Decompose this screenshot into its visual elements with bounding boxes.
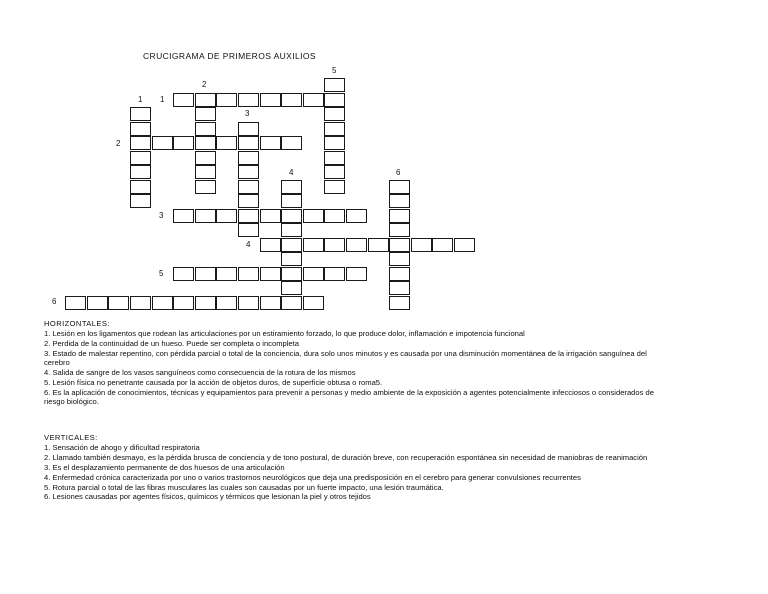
- crossword-cell[interactable]: [173, 296, 194, 310]
- crossword-cell[interactable]: [281, 296, 302, 310]
- crossword-cell[interactable]: [130, 151, 151, 165]
- crossword-cell[interactable]: [324, 165, 345, 179]
- crossword-cell[interactable]: [238, 209, 259, 223]
- clue-v6: 6. Lesiones causadas por agentes físicos, químicos y térmicos que lesionan la piel y otros tejidos: [44, 492, 371, 502]
- crossword-cell[interactable]: [238, 122, 259, 136]
- crossword-cell[interactable]: [173, 136, 194, 150]
- crossword-cell[interactable]: [324, 267, 345, 281]
- crossword-cell[interactable]: [389, 238, 410, 252]
- crossword-cell[interactable]: [238, 136, 259, 150]
- crossword-cell[interactable]: [346, 267, 367, 281]
- crossword-cell[interactable]: [389, 209, 410, 223]
- crossword-cell[interactable]: [195, 93, 216, 107]
- crossword-cell[interactable]: [130, 194, 151, 208]
- crossword-cell[interactable]: [324, 238, 345, 252]
- clue-number-h1: 1: [160, 95, 165, 104]
- clue-h2: 2. Perdida de la continuidad de un hueso. Puede ser completa o incompleta: [44, 339, 299, 349]
- crossword-cell[interactable]: [195, 165, 216, 179]
- crossword-cell[interactable]: [216, 267, 237, 281]
- clue-h4: 4. Salida de sangre de los vasos sanguíneos como consecuencia de la rotura de los mismos: [44, 368, 356, 378]
- crossword-cell[interactable]: [324, 122, 345, 136]
- crossword-cell[interactable]: [389, 223, 410, 237]
- crossword-cell[interactable]: [260, 238, 281, 252]
- clue-number-v4: 4: [289, 168, 294, 177]
- crossword-cell[interactable]: [238, 180, 259, 194]
- crossword-cell[interactable]: [216, 136, 237, 150]
- crossword-cell[interactable]: [303, 238, 324, 252]
- crossword-cell[interactable]: [303, 267, 324, 281]
- crossword-cell[interactable]: [260, 136, 281, 150]
- clue-number-v3: 3: [245, 109, 250, 118]
- crossword-cell[interactable]: [324, 209, 345, 223]
- crossword-cell[interactable]: [324, 180, 345, 194]
- crossword-cell[interactable]: [303, 209, 324, 223]
- crossword-cell[interactable]: [195, 209, 216, 223]
- clue-v4: 4. Enfermedad crónica caracterizada por uno o varios trastornos neurológicos que deja una predisposición en el cerebro para generar convulsiones recurrentes: [44, 472, 581, 482]
- crossword-cell[interactable]: [195, 107, 216, 121]
- clues-verticales: [44, 433, 664, 502]
- crossword-cell[interactable]: [87, 296, 108, 310]
- crossword-cell[interactable]: [281, 252, 302, 266]
- crossword-cell[interactable]: [454, 238, 475, 252]
- crossword-cell[interactable]: [324, 93, 345, 107]
- crossword-cell[interactable]: [281, 209, 302, 223]
- clue-number-v2: 2: [202, 80, 207, 89]
- crossword-cell[interactable]: [411, 238, 432, 252]
- crossword-cell[interactable]: [195, 180, 216, 194]
- crossword-cell[interactable]: [152, 136, 173, 150]
- crossword-cell[interactable]: [346, 238, 367, 252]
- crossword-cell[interactable]: [281, 180, 302, 194]
- crossword-cell[interactable]: [238, 93, 259, 107]
- clue-h1: 1. Lesión en los ligamentos que rodean las articulaciones por un estiramiento forzado, lo que produce dolor, inflamación e impotencia funcional: [44, 329, 525, 339]
- crossword-cell[interactable]: [389, 252, 410, 266]
- crossword-cell[interactable]: [173, 93, 194, 107]
- crossword-cell[interactable]: [108, 296, 129, 310]
- crossword-cell[interactable]: [432, 238, 453, 252]
- clue-h5: 5. Lesión física no penetrante causada por la acción de objetos duros, de superficie obtusa o roma5.: [44, 378, 383, 387]
- clue-h3: 3. Estado de malestar repentino, con pérdida parcial o total de la conciencia, dura solo unos minutos y es causada por una disminución momentánea de la irrigación sanguínea del cerebro: [44, 349, 647, 368]
- crossword-cell[interactable]: [368, 238, 389, 252]
- crossword-cell[interactable]: [324, 78, 345, 92]
- clues-horizontales: [44, 319, 664, 407]
- clue-v5: 5. Rotura parcial o total de las fibras musculares las cuales son causadas por un fuerte impacto, una lesión traumática.: [44, 482, 444, 492]
- crossword-cell[interactable]: [260, 93, 281, 107]
- clue-h6: 6. Es la aplicación de conocimientos, técnicas y equipamientos para prevenir a personas y medio ambiente de la exposición a agentes potencialmente infecciosos o considerados de riesgo biológico.: [44, 387, 654, 407]
- page-title: CRUCIGRAMA DE PRIMEROS AUXILIOS: [143, 51, 316, 61]
- crossword-cell[interactable]: [281, 223, 302, 237]
- crossword-cell[interactable]: [216, 93, 237, 107]
- clue-v2: 2. Llamado también desmayo, es la pérdida brusca de conciencia y de tono postural, de duración breve, con recuperación espontánea sin necesidad de maniobras de reanimación: [44, 453, 648, 463]
- crossword-cell[interactable]: [389, 267, 410, 281]
- crossword-cell[interactable]: [130, 165, 151, 179]
- crossword-cell[interactable]: [238, 194, 259, 208]
- crossword-cell[interactable]: [130, 122, 151, 136]
- crossword-cell[interactable]: [195, 267, 216, 281]
- clue-v1: 1. Sensación de ahogo y dificultad respiratoria: [44, 443, 200, 453]
- crossword-cell[interactable]: [260, 267, 281, 281]
- crossword-cell[interactable]: [389, 194, 410, 208]
- crossword-cell[interactable]: [389, 281, 410, 295]
- crossword-cell[interactable]: [303, 93, 324, 107]
- crossword-cell[interactable]: [324, 107, 345, 121]
- crossword-cell[interactable]: [216, 296, 237, 310]
- clue-number-v5: 5: [332, 66, 337, 75]
- crossword-cell[interactable]: [281, 194, 302, 208]
- crossword-cell[interactable]: [389, 180, 410, 194]
- clue-number-h2: 2: [116, 139, 121, 148]
- clue-number-h5: 5: [159, 269, 164, 278]
- clue-number-v6: 6: [396, 168, 401, 177]
- crossword-cell[interactable]: [281, 267, 302, 281]
- crossword-cell[interactable]: [346, 209, 367, 223]
- crossword-cell[interactable]: [281, 238, 302, 252]
- crossword-cell[interactable]: [130, 180, 151, 194]
- crossword-cell[interactable]: [130, 107, 151, 121]
- clue-number-h4: 4: [246, 240, 251, 249]
- crossword-cell[interactable]: [195, 136, 216, 150]
- crossword-cell[interactable]: [260, 209, 281, 223]
- crossword-cell[interactable]: [238, 165, 259, 179]
- crossword-cell[interactable]: [281, 93, 302, 107]
- crossword-cell[interactable]: [324, 151, 345, 165]
- crossword-cell[interactable]: [324, 136, 345, 150]
- clue-number-h3: 3: [159, 211, 164, 220]
- crossword-cell[interactable]: [173, 267, 194, 281]
- clue-number-h6: 6: [52, 297, 57, 306]
- crossword-cell[interactable]: [130, 296, 151, 310]
- crossword-cell[interactable]: [238, 151, 259, 165]
- clue-v3: 3. Es el desplazamiento permanente de dos huesos de una articulación: [44, 463, 285, 472]
- crossword-cell[interactable]: [303, 296, 324, 310]
- crossword-cell[interactable]: [260, 296, 281, 310]
- crossword-cell[interactable]: [281, 136, 302, 150]
- crossword-cell[interactable]: [238, 296, 259, 310]
- crossword-cell[interactable]: [195, 151, 216, 165]
- crossword-cell[interactable]: [238, 223, 259, 237]
- crossword-cell[interactable]: [195, 296, 216, 310]
- crossword-cell[interactable]: [195, 122, 216, 136]
- crossword-cell[interactable]: [65, 296, 86, 310]
- crossword-cell[interactable]: [152, 296, 173, 310]
- crossword-cell[interactable]: [238, 267, 259, 281]
- verticales-heading: VERTICALES:: [44, 433, 98, 442]
- crossword-cell[interactable]: [216, 209, 237, 223]
- crossword-cell[interactable]: [389, 296, 410, 310]
- crossword-cell[interactable]: [173, 209, 194, 223]
- crossword-cell[interactable]: [281, 281, 302, 295]
- clue-number-v1: 1: [138, 95, 143, 104]
- crossword-cell[interactable]: [130, 136, 151, 150]
- horizontales-heading: HORIZONTALES:: [44, 319, 110, 328]
